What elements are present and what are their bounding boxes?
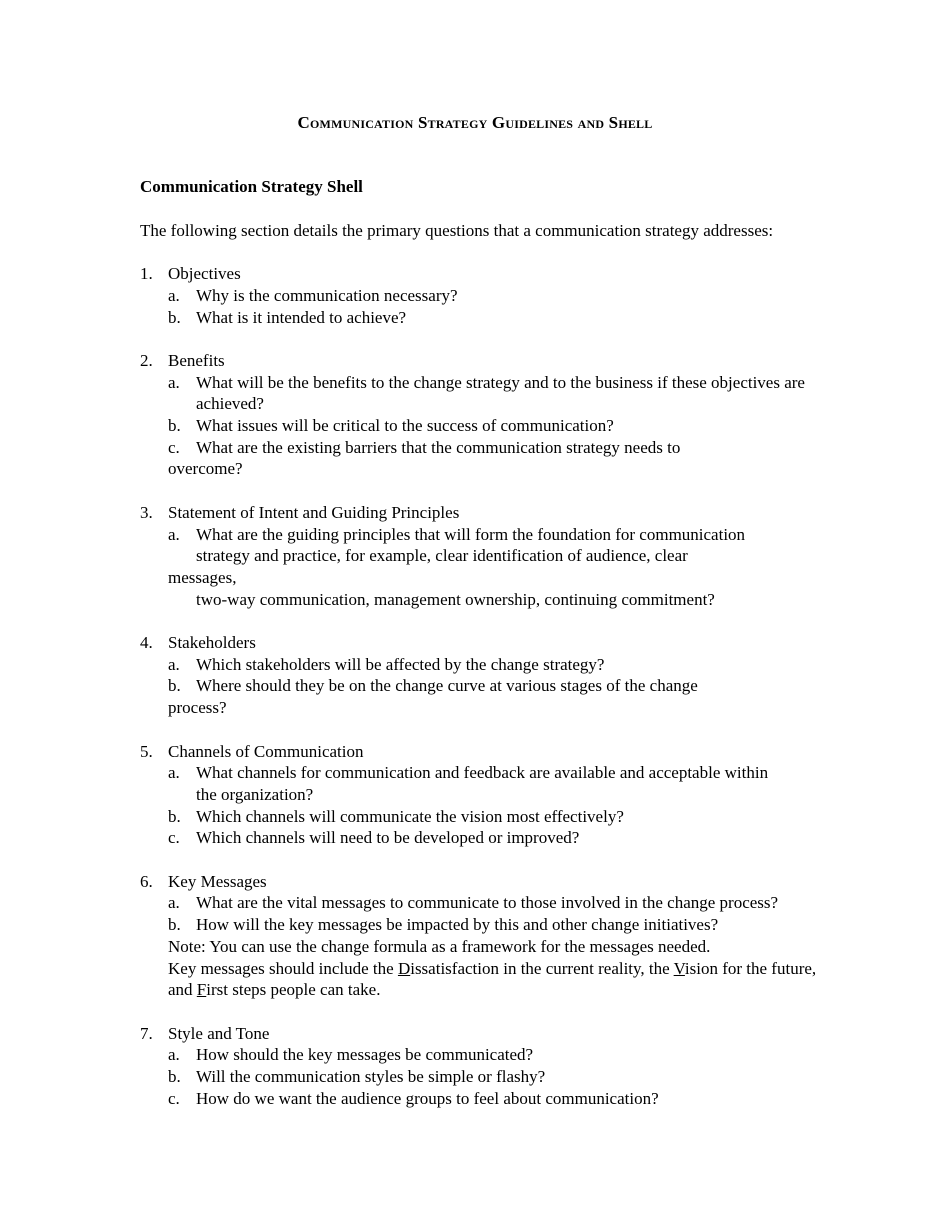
list-item: [168, 806, 820, 828]
intro-paragraph: The following section details the primary questions that a communication strategy addresses:: [140, 220, 774, 240]
section-stakeholders: [140, 632, 820, 719]
list-item: [168, 372, 820, 415]
item-text: How should the key messages be communicated?: [196, 1045, 534, 1065]
note-text: irst steps people can take.: [206, 980, 381, 1000]
list-item: [168, 654, 820, 676]
section-channels: [140, 741, 820, 850]
item-letter: b.: [168, 915, 181, 935]
item-text: Where should they be on the change curve at various stages of the change process?: [168, 676, 698, 718]
section-number: 2.: [140, 350, 153, 370]
section-title: Objectives: [168, 264, 241, 284]
section-benefits: [140, 350, 820, 480]
item-text: Why is the communication necessary?: [196, 285, 458, 305]
section-heading: Communication Strategy Shell: [140, 177, 363, 196]
list-item: [168, 892, 780, 914]
list-item: [168, 914, 820, 936]
section-title: Key Messages: [168, 871, 267, 891]
list-item: [168, 762, 780, 805]
item-text: Which channels will need to be developed or improved?: [196, 828, 580, 848]
item-letter: a.: [168, 1045, 180, 1065]
item-text: What channels for communication and feedback are available and acceptable within the organization?: [196, 763, 769, 804]
note-initial: V: [673, 958, 685, 978]
section-number: 7.: [140, 1023, 153, 1043]
document-body: [140, 176, 820, 1109]
section-number: 1.: [140, 264, 153, 284]
item-letter: b.: [168, 1067, 181, 1087]
item-letter: b.: [168, 676, 181, 696]
note-text: Key messages should include the: [168, 958, 398, 978]
list-item: [168, 1044, 820, 1066]
item-continuation: two-way communication, management ownership, continuing commitment?: [196, 589, 715, 609]
item-letter: a.: [168, 893, 180, 913]
section-number: 5.: [140, 741, 153, 761]
page-title: Communication Strategy Guidelines and Shell: [297, 113, 653, 132]
section-style-tone: [140, 1023, 820, 1110]
item-letter: c.: [168, 1088, 180, 1108]
section-objectives: [140, 263, 820, 328]
item-continuation: messages,: [168, 567, 237, 587]
section-title: Stakeholders: [168, 633, 256, 652]
item-text: Which channels will communicate the vision most effectively?: [196, 806, 624, 826]
list-item: [168, 827, 820, 849]
list-item: [168, 307, 820, 329]
note-line: Note: You can use the change formula as a framework for the messages needed.: [168, 936, 711, 956]
section-number: 6.: [140, 871, 153, 891]
note-initial: F: [196, 980, 207, 1000]
section-title: Statement of Intent and Guiding Principles: [168, 502, 460, 522]
item-text: Will the communication styles be simple or flashy?: [196, 1067, 546, 1087]
item-letter: a.: [168, 763, 180, 783]
section-number: 4.: [140, 633, 153, 652]
section-title: Style and Tone: [168, 1023, 270, 1043]
item-text: How do we want the audience groups to feel about communication?: [196, 1088, 659, 1108]
note-initial: D: [397, 958, 411, 978]
list-item: [168, 415, 820, 437]
item-text: What are the guiding principles that will form the foundation for communication: [196, 524, 746, 544]
item-letter: c.: [168, 828, 180, 848]
section-title: Benefits: [168, 350, 225, 370]
list-item: [168, 285, 820, 307]
item-text: What are the existing barriers that the communication strategy needs to overcome?: [168, 437, 681, 479]
section-title: Channels of Communication: [168, 741, 364, 761]
item-text: Which stakeholders will be affected by the change strategy?: [196, 654, 605, 674]
item-continuation: strategy and practice, for example, clear identification of audience, clear: [196, 546, 688, 566]
section-key-messages: [140, 871, 820, 1001]
item-letter: a.: [168, 372, 180, 392]
section-guiding-principles: [140, 502, 820, 611]
list-item: [168, 1088, 820, 1110]
item-text: What will be the benefits to the change strategy and to the business if these objectives are achieved?: [196, 372, 805, 414]
list-item: [168, 1066, 820, 1088]
note-paragraph: [168, 958, 820, 1001]
section-number: 3.: [140, 502, 153, 522]
item-letter: a.: [168, 285, 180, 305]
item-letter: a.: [168, 524, 180, 544]
item-letter: c.: [168, 437, 180, 457]
item-letter: a.: [168, 654, 180, 674]
item-letter: b.: [168, 806, 181, 826]
item-text: What issues will be critical to the success of communication?: [196, 416, 614, 435]
item-text: How will the key messages be impacted by this and other change initiatives?: [196, 915, 719, 935]
item-text: What are the vital messages to communicate to those involved in the change process?: [196, 893, 779, 913]
list-item: [168, 437, 756, 480]
item-letter: b.: [168, 416, 181, 435]
item-letter: b.: [168, 307, 181, 327]
item-text: What is it intended to achieve?: [196, 307, 407, 327]
list-item: [168, 675, 756, 718]
note-text: issatisfaction in the current reality, the: [410, 958, 674, 978]
list-item: [168, 524, 820, 546]
note-text: ision for the future, and: [168, 958, 817, 1000]
